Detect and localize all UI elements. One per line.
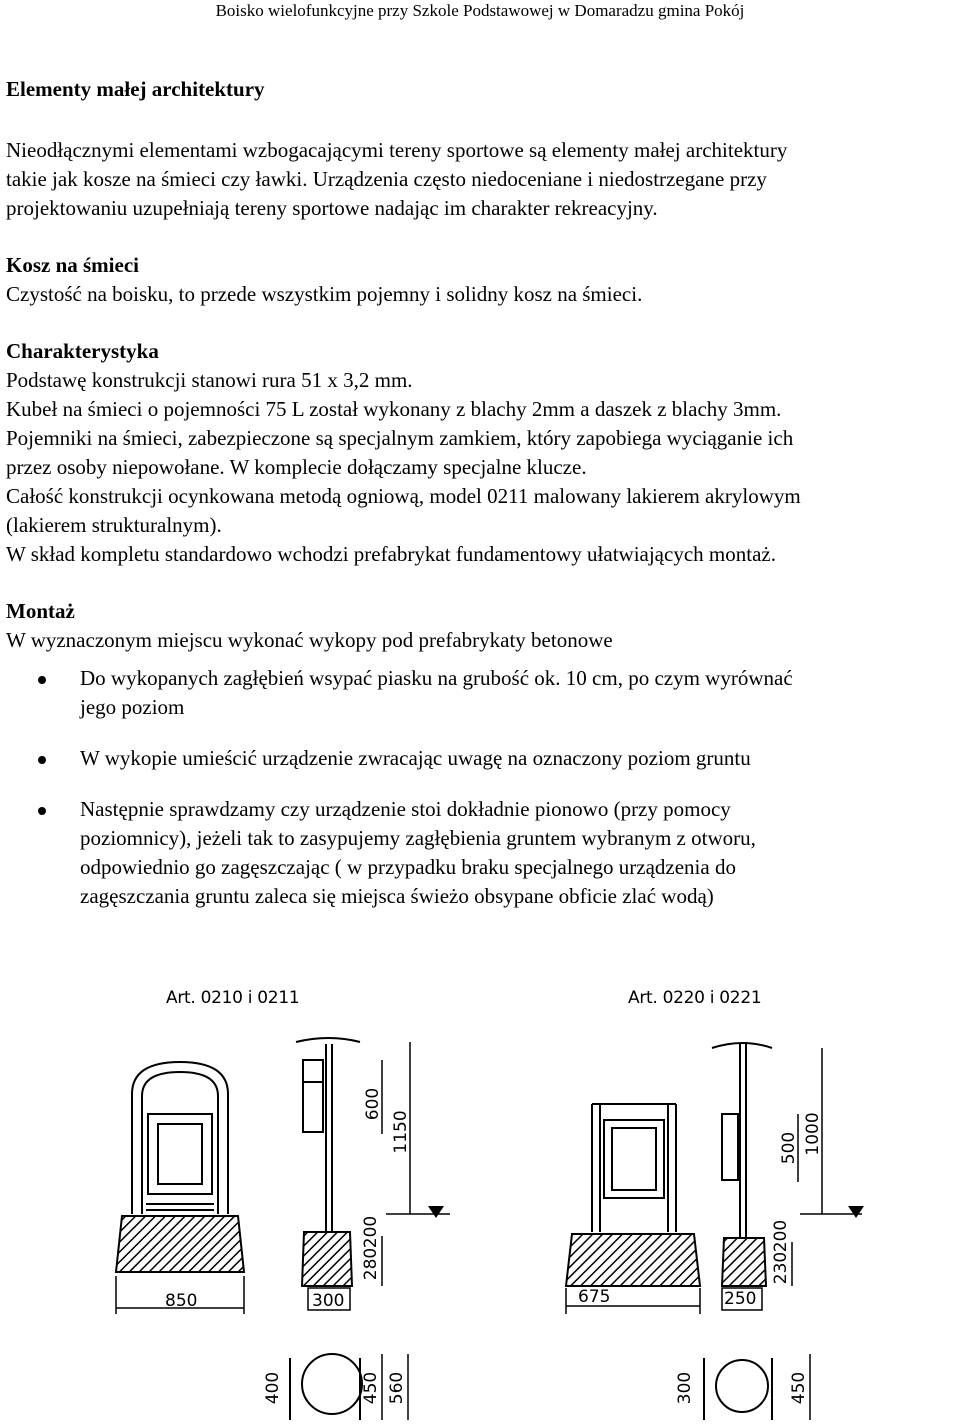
- foundation-hatch: [116, 1216, 244, 1272]
- char-line: przez osoby niepowołane. W komplecie dołączamy specjalne klucze.: [6, 455, 587, 479]
- dimension-label: 400: [263, 1371, 283, 1405]
- charakterystyka-heading: Charakterystyka: [6, 339, 159, 363]
- char-line: Pojemniki na śmieci, zabezpieczone są specjalnym zamkiem, który zapobiega wyciąganie ich: [6, 426, 794, 450]
- ground-level-marker: [848, 1206, 864, 1218]
- section-title: Elementy małej architektury: [6, 77, 265, 101]
- char-line: W skład kompletu standardowo wchodzi prefabrykat fundamentowy ułatwiających montaż.: [6, 542, 776, 566]
- figure-1-side-view: [296, 1038, 360, 1232]
- bullet-line: poziomnicy), jeżeli tak to zasypujemy zagłębienia gruntem wybranym z otworu,: [80, 826, 756, 850]
- dimension-label: 600: [363, 1087, 383, 1121]
- dimension-label: 280: [361, 1247, 381, 1281]
- dimension-label: 500: [779, 1131, 799, 1165]
- dimension-label: 850: [165, 1291, 198, 1311]
- figure-1-plan-view: [290, 1354, 362, 1420]
- technical-drawing: [0, 1024, 960, 1424]
- intro-line: takie jak kosze na śmieci czy ławki. Urządzenia często niedoceniane i niedostrzegane przy: [6, 167, 767, 191]
- running-header: Boisko wielofunkcyjne przy Szkole Podstawowej w Domaradzu gmina Pokój: [215, 1, 745, 20]
- char-line: Podstawę konstrukcji stanowi rura 51 x 3,2 mm.: [6, 368, 413, 392]
- dimension-label: 200: [771, 1219, 791, 1253]
- dimension-label: 450: [789, 1371, 809, 1405]
- dimension-label: 450: [361, 1371, 381, 1405]
- dimension-line: [382, 1042, 450, 1286]
- dimension-label: 1150: [391, 1110, 411, 1154]
- dimension-line: [792, 1048, 862, 1286]
- bullet-line: Następnie sprawdzamy czy urządzenie stoi dokładnie pionowo (przy pomocy: [80, 797, 731, 821]
- foundation-hatch: [722, 1238, 766, 1286]
- foundation-hatch: [302, 1232, 352, 1286]
- figure-2-plan-view: [704, 1358, 772, 1420]
- bullet-line: odpowiednio go zagęszczając ( w przypadku braku specjalnego urządzenia do: [80, 855, 736, 879]
- dimension-label: 230: [771, 1251, 791, 1285]
- dimension-label: 300: [675, 1371, 695, 1405]
- bullet-line: W wykopie umieścić urządzenie zwracając uwagę na oznaczony poziom gruntu: [80, 746, 751, 770]
- dimension-label: 250: [724, 1289, 757, 1309]
- bullet-line: Do wykopanych zagłębień wsypać piasku na grubość ok. 10 cm, po czym wyrównać: [80, 666, 793, 690]
- bullet-line: zagęszczania gruntu zaleca się miejsca świeżo obsypane obficie zlać wodą): [80, 884, 714, 908]
- dimension-label: 560: [387, 1371, 407, 1405]
- char-line: Kubeł na śmieci o pojemności 75 L został wykonany z blachy 2mm a daszek z blachy 3mm.: [6, 397, 782, 421]
- kosz-text: Czystość na boisku, to przede wszystkim pojemny i solidny kosz na śmieci.: [6, 282, 643, 306]
- bullet-line: jego poziom: [80, 695, 185, 719]
- figure-label: Art. 0210 i 0211: [166, 988, 300, 1008]
- figure-label: Art. 0220 i 0221: [628, 988, 762, 1008]
- char-line: (lakierem strukturalnym).: [6, 513, 222, 537]
- intro-line: Nieodłącznymi elementami wzbogacającymi tereny sportowe są elementy małej architektury: [6, 138, 788, 162]
- dimension-label: 300: [312, 1291, 345, 1311]
- bullet-icon: [38, 756, 46, 764]
- montaz-intro: W wyznaczonym miejscu wykonać wykopy pod prefabrykaty betonowe: [6, 628, 613, 652]
- figure-1-front-view: [132, 1062, 228, 1214]
- char-line: Całość konstrukcji ocynkowana metodą ogniową, model 0211 malowany lakierem akrylowym: [6, 484, 801, 508]
- dimension-label: 200: [361, 1215, 381, 1249]
- dimension-label: 1000: [803, 1112, 823, 1156]
- montaz-heading: Montaż: [6, 599, 75, 623]
- intro-line: projektowaniu uzupełniają tereny sportowe nadając im charakter rekreacyjny.: [6, 196, 658, 220]
- bullet-icon: [38, 807, 46, 815]
- figure-2-front-view: [592, 1104, 676, 1232]
- foundation-hatch: [566, 1234, 700, 1286]
- kosz-heading: Kosz na śmieci: [6, 253, 139, 277]
- bullet-icon: [38, 676, 46, 684]
- ground-level-marker: [428, 1206, 444, 1218]
- figure-2-side-view: [712, 1043, 772, 1238]
- dimension-label: 675: [578, 1287, 611, 1307]
